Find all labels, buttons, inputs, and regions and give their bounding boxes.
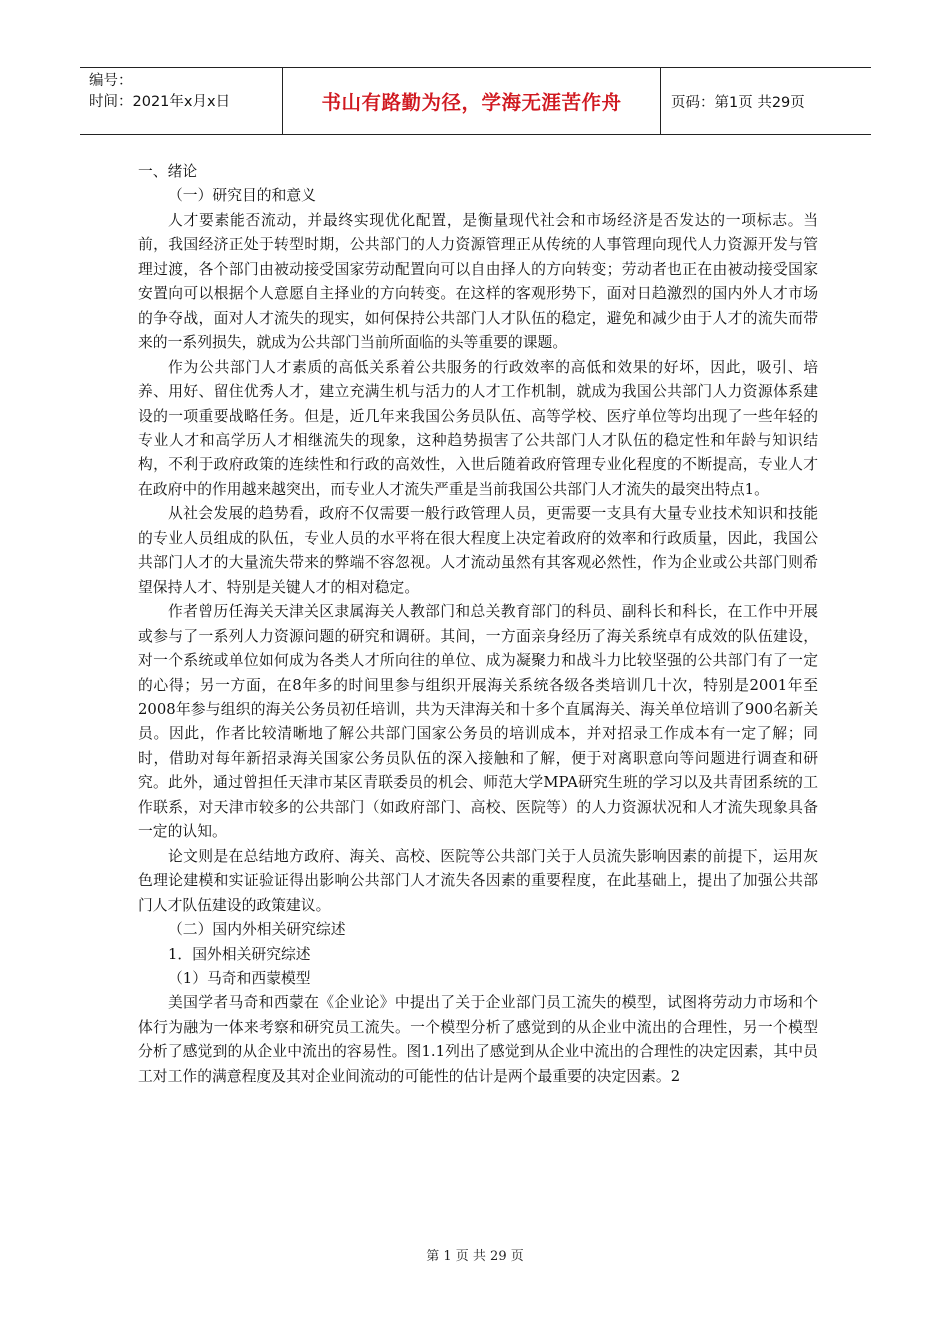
header-page-info: 页码：第1页 共29页 bbox=[671, 94, 805, 111]
page-header bbox=[80, 67, 871, 135]
paragraph: 人才要素能否流动，并最终实现优化配置，是衡量现代社会和市场经济是否发达的一项标志。当前，我国经济正处于转型时期，公共部门的人力资源管理正从传统的人事管理向现代人力资源开发与管理过渡，各个部门由被动接受国家劳动配置向可以自由择人的方向转变；劳动者也正在由被动接受国家安置向可以根据个人意愿自主择业的方向转变。在这样的客观形势下，面对日趋激烈的国内外人才市场的争夺战，面对人才流失的现实，如何保持公共部门人才队伍的稳定，避免和减少由于人才的流失而带来的一系列损失，就成为公共部门当前所面临的头等重要的课题。 bbox=[138, 211, 818, 352]
paragraph: 作者曾历任海关天津关区隶属海关人教部门和总关教育部门的科员、副科长和科长，在工作中开展或参与了一系列人力资源问题的研究和调研。其间，一方面亲身经历了海关系统卓有成效的队伍建设，对一个系统或单位如何成为各类人才所向往的单位、成为凝聚力和战斗力比较坚强的公共部门有了一定的心得；另一方面，在8年多的时间里参与组织开展海关系统各级各类培训几十次，特别是2001年至2008年参与组织的海关公务员初任培训，共为天津海关和十多个直属海关、海关单位培训了900名新关员。因此，作者比较清晰地了解公共部门国家公务员的培训成本，并对招录工作成本有一定了解；同时，借助对每年新招录海关国家公务员队伍的深入接触和了解，便于对离职意向等问题进行调查和研究。此外，通过曾担任天津市某区青联委员的机会、师范大学MPA研究生班的学习以及共青团系统的工作联系，对天津市较多的公共部门（如政府部门、高校、医院等）的人力资源状况和人才流失现象具备一定的认知。 bbox=[138, 603, 818, 841]
page-footer: 第 1 页 共 29 页 bbox=[426, 1249, 524, 1264]
subsection-title: （1）马奇和西蒙模型 bbox=[168, 969, 311, 987]
subsection-title: 1．国外相关研究综述 bbox=[168, 945, 311, 963]
subsection-title: （二）国内外相关研究综述 bbox=[168, 921, 346, 939]
number-label: 编号： bbox=[89, 73, 133, 89]
paragraph: 美国学者马奇和西蒙在《企业论》中提出了关于企业部门员工流失的模型，试图将劳动力市场和个体行为融为一体来考察和研究员工流失。一个模型分析了感觉到的从企业中流出的合理性，另一个模型分析了感觉到的从企业中流出的容易性。图1.1列出了感觉到从企业中流出的合理性的决定因素，其中员工对工作的满意程度及其对企业间流动的可能性的估计是两个最重要的决定因素。2 bbox=[138, 994, 818, 1085]
paragraph: 作为公共部门人才素质的高低关系着公共服务的行政效率的高低和效果的好坏，因此，吸引、培养、用好、留住优秀人才，建立充满生机与活力的人才工作机制，就成为我国公共部门人力资源体系建设的一项重要战略任务。但是，近几年来我国公务员队伍、高等学校、医疗单位等均出现了一些年轻的专业人才和高学历人才相继流失的现象，这种趋势损害了公共部门人才队伍的稳定性和年龄与知识结构，不利于政府政策的连续性和行政的高效性，入世后随着政府管理专业化程度的不断提高，专业人才在政府中的作用越来越突出，而专业人才流失严重是当前我国公共部门人才流失的最突出特点1。 bbox=[138, 358, 818, 498]
paragraph: 论文则是在总结地方政府、海关、高校、医院等公共部门关于人员流失影响因素的前提下，运用灰色理论建模和实证验证得出影响公共部门人才流失各因素的重要程度，在此基础上，提出了加强公共部门人才队伍建设的政策建议。 bbox=[138, 847, 818, 914]
time-label: 时间：2021年x月x日 bbox=[89, 94, 231, 110]
document-body bbox=[138, 160, 818, 1089]
header-meta bbox=[80, 68, 283, 134]
section-title: 一、绪论 bbox=[138, 163, 198, 180]
paragraph: 从社会发展的趋势看，政府不仅需要一般行政管理人员，更需要一支具有大量专业技术知识和技能的专业人员组成的队伍，专业人员的水平将在很大程度上决定着政府的效率和行政质量，因此，我国公共部门人才的大量流失带来的弊端不容忽视。人才流动虽然有其客观必然性，作为企业或公共部门则希望保持人才、特别是关键人才的相对稳定。 bbox=[138, 505, 818, 596]
header-motto: 书山有路勤为径，学海无涯苦作舟 bbox=[283, 68, 661, 134]
subsection-title: （一）研究目的和意义 bbox=[168, 187, 316, 205]
